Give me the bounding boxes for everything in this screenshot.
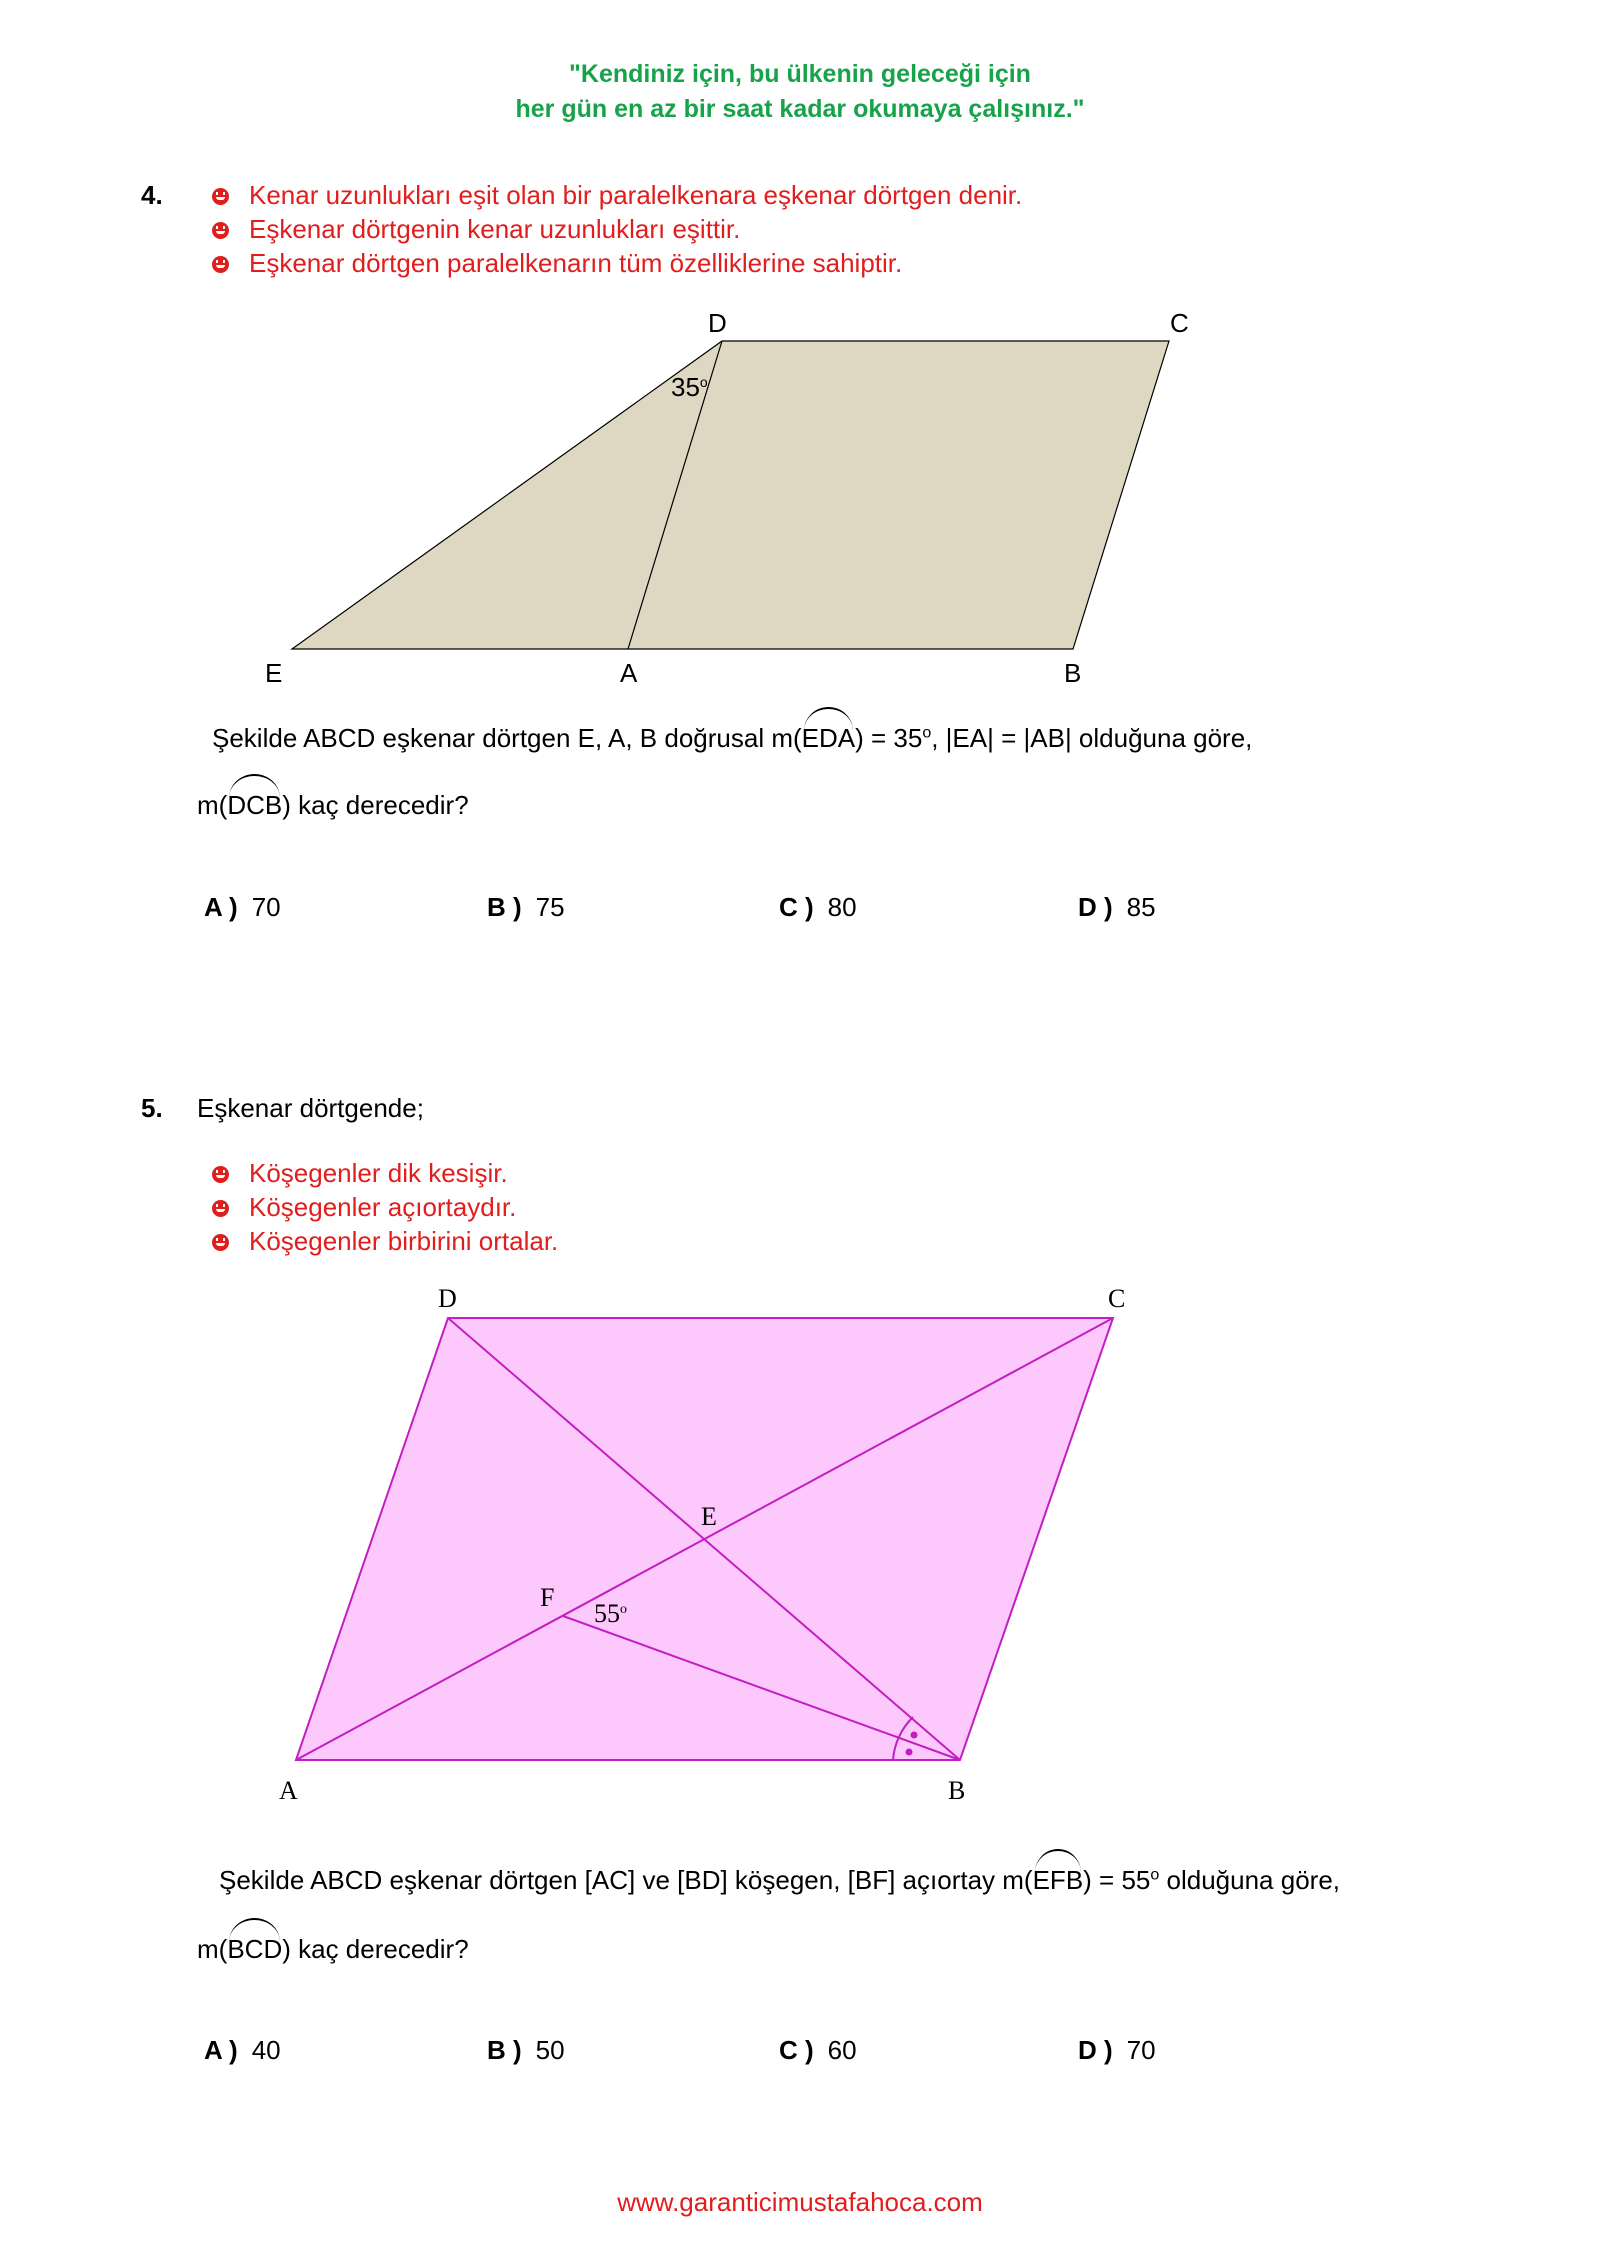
q5-bullet <box>212 1190 516 1224</box>
q5-statement-pre: Şekilde ABCD eşkenar dörtgen [AC] ve [BD] köşegen, [BF] açıortay m( <box>219 1865 1033 1895</box>
q4-question-post: ) kaç derecedir? <box>282 790 469 820</box>
q5-label-b: B <box>948 1776 966 1805</box>
option-letter: B ) <box>487 892 522 922</box>
q5-intro: Eşkenar dörtgende; <box>197 1093 424 1123</box>
q4-label-a: A <box>620 658 638 688</box>
option-value: 50 <box>535 2035 565 2065</box>
q5-option-b[interactable] <box>487 2035 565 2066</box>
option-value: 70 <box>251 892 281 922</box>
q5-option-a[interactable] <box>204 2035 281 2066</box>
q4-question-arc: DCB <box>227 790 283 820</box>
option-value: 75 <box>535 892 565 922</box>
q5-angle-value: 55 <box>594 1599 620 1628</box>
q5-question-post: ) kaç derecedir? <box>282 1934 469 1964</box>
q4-degree-sup: o <box>922 724 932 742</box>
option-value: 40 <box>251 2035 281 2065</box>
option-letter: D ) <box>1078 2035 1113 2065</box>
smiley-icon <box>212 1200 229 1217</box>
q5-degree-sup: o <box>1150 1866 1160 1884</box>
q5-question-arc: BCD <box>227 1934 283 1964</box>
smiley-icon <box>212 222 229 239</box>
q4-option-d[interactable] <box>1078 892 1156 923</box>
q4-angle-arc: EDA <box>801 723 856 753</box>
motto-line-2: her gün en az bir saat kadar okumaya çalışınız." <box>515 95 1085 123</box>
q5-angle-mark <box>911 1732 918 1739</box>
q5-option-c[interactable] <box>779 2035 857 2066</box>
option-letter: A ) <box>204 892 238 922</box>
q5-statement-mid: ) = 55 <box>1083 1865 1151 1895</box>
q4-label-c: C <box>1170 308 1189 338</box>
q5-angle-degree: o <box>620 1602 627 1617</box>
q5-bullet-text: Köşegenler birbirini ortalar. <box>249 1226 559 1256</box>
q5-bullet-text: Köşegenler dik kesişir. <box>249 1158 508 1188</box>
option-letter: A ) <box>204 2035 238 2065</box>
option-value: 60 <box>827 2035 857 2065</box>
option-letter: D ) <box>1078 892 1113 922</box>
q5-bullet-text: Köşegenler açıortaydır. <box>249 1192 517 1222</box>
q4-statement-pre: Şekilde ABCD eşkenar dörtgen E, A, B doğrusal m( <box>212 723 802 753</box>
q4-bullet-text: Eşkenar dörtgen paralelkenarın tüm özelliklerine sahiptir. <box>249 248 903 278</box>
q4-shape <box>292 341 1169 649</box>
q4-bullet <box>212 178 1022 212</box>
q4-question <box>197 790 469 821</box>
question-4-number: 4. <box>141 180 163 210</box>
q5-angle-arc-text: EFB <box>1032 1865 1084 1895</box>
q5-bullet <box>212 1224 558 1258</box>
q5-figure <box>0 1270 1600 1820</box>
q4-angle-degree: o <box>699 374 708 390</box>
q5-statement-post: olduğuna göre, <box>1159 1865 1341 1895</box>
q5-option-d[interactable] <box>1078 2035 1156 2066</box>
q4-label-e: E <box>265 658 283 688</box>
q5-statement <box>219 1865 1340 1896</box>
q4-question-pre: m( <box>197 790 228 820</box>
q5-label-e: E <box>701 1502 717 1531</box>
q4-statement <box>212 723 1252 754</box>
q4-bullet-text: Kenar uzunlukları eşit olan bir paralelkenara eşkenar dörtgen denir. <box>249 180 1023 210</box>
smiley-icon <box>212 1234 229 1251</box>
option-value: 80 <box>827 892 857 922</box>
smiley-icon <box>212 256 229 273</box>
q4-figure <box>0 290 1600 700</box>
q4-angle-value: 35 <box>671 372 700 402</box>
q4-option-b[interactable] <box>487 892 565 923</box>
q4-bullet <box>212 246 902 280</box>
q5-label-c: C <box>1108 1284 1126 1313</box>
q4-option-a[interactable] <box>204 892 281 923</box>
q4-label-b: B <box>1064 658 1082 688</box>
option-letter: C ) <box>779 892 814 922</box>
q4-statement-mid: ) = 35 <box>855 723 923 753</box>
q5-question-pre: m( <box>197 1934 228 1964</box>
q5-label-a: A <box>279 1776 298 1805</box>
smiley-icon <box>212 1166 229 1183</box>
q4-label-d: D <box>708 308 727 338</box>
q5-label-f: F <box>540 1583 555 1612</box>
motto-line-1: "Kendiniz için, bu ülkenin geleceği için <box>569 60 1031 88</box>
question-5-number: 5. <box>141 1093 163 1123</box>
q5-bullet <box>212 1156 508 1190</box>
option-value: 85 <box>1126 892 1156 922</box>
q4-bullet <box>212 212 740 246</box>
option-letter: C ) <box>779 2035 814 2065</box>
q4-bullet-text: Eşkenar dörtgenin kenar uzunlukları eşittir. <box>249 214 741 244</box>
q5-angle-mark <box>906 1749 913 1756</box>
q4-statement-post: , |EA| = |AB| olduğuna göre, <box>931 723 1253 753</box>
q4-option-c[interactable] <box>779 892 857 923</box>
smiley-icon <box>212 188 229 205</box>
q5-label-d: D <box>438 1284 457 1313</box>
q5-question <box>197 1934 469 1965</box>
footer-website-link[interactable]: www.garanticimustafahoca.com <box>617 2187 983 2217</box>
option-letter: B ) <box>487 2035 522 2065</box>
option-value: 70 <box>1126 2035 1156 2065</box>
